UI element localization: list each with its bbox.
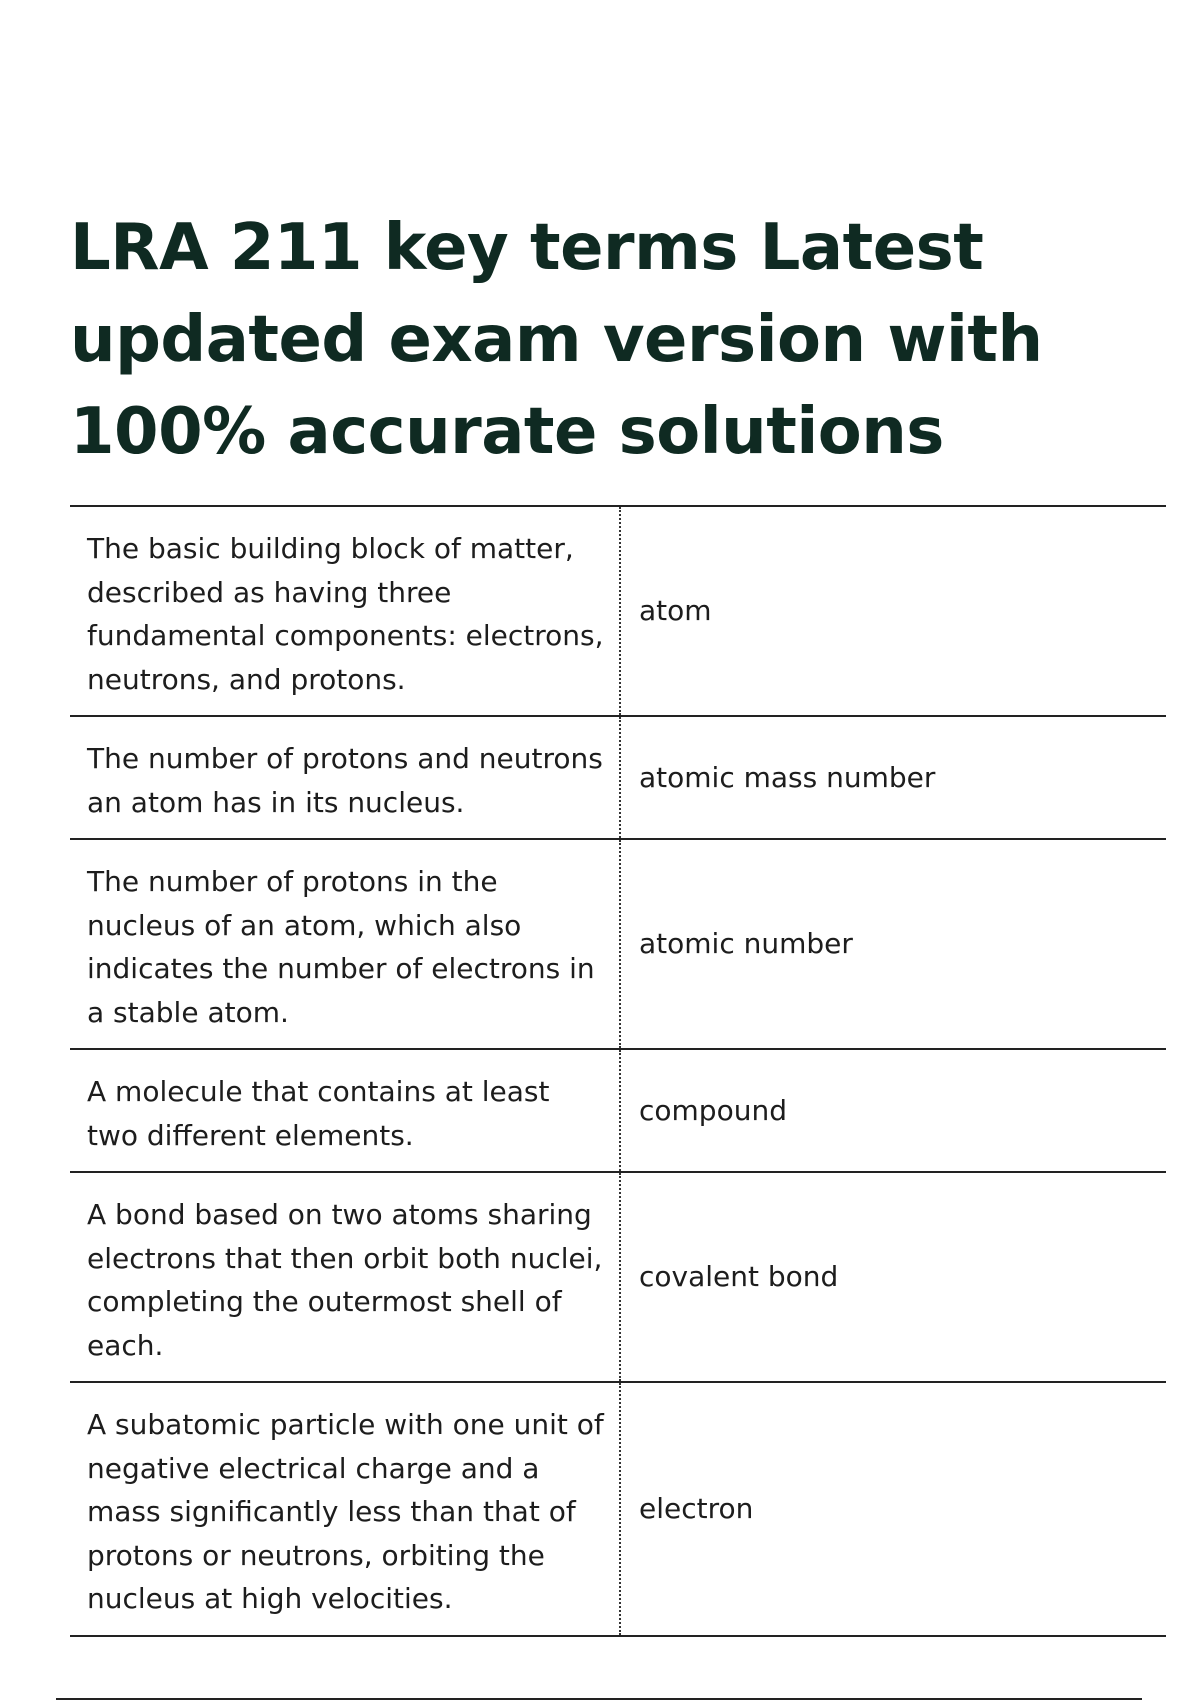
key-terms-table [70, 505, 1166, 1637]
table-row [70, 1049, 1166, 1172]
definition-cell: The basic building block of matter, described as having three fundamental components: electrons, neutrons, and protons. [70, 506, 620, 716]
table-row [70, 716, 1166, 839]
definition-cell: A subatomic particle with one unit of negative electrical charge and a mass significantly less than that of protons or neutrons, orbiting the nucleus at high velocities. [70, 1382, 620, 1636]
table-row [70, 506, 1166, 716]
table-row [70, 1172, 1166, 1382]
term-cell: electron [620, 1382, 1166, 1636]
term-cell: atomic number [620, 839, 1166, 1049]
definition-cell: The number of protons in the nucleus of an atom, which also indicates the number of electrons in a stable atom. [70, 839, 620, 1049]
definition-cell: A molecule that contains at least two different elements. [70, 1049, 620, 1172]
definition-cell: A bond based on two atoms sharing electrons that then orbit both nuclei, completing the outermost shell of each. [70, 1172, 620, 1382]
table-row [70, 1382, 1166, 1636]
page-title: LRA 211 key terms Latest updated exam version with 100% accurate solutions [70, 211, 1043, 469]
term-cell: covalent bond [620, 1172, 1166, 1382]
definition-cell: The number of protons and neutrons an atom has in its nucleus. [70, 716, 620, 839]
term-cell: compound [620, 1049, 1166, 1172]
table-row [70, 839, 1166, 1049]
term-cell: atom [620, 506, 1166, 716]
term-cell: atomic mass number [620, 716, 1166, 839]
